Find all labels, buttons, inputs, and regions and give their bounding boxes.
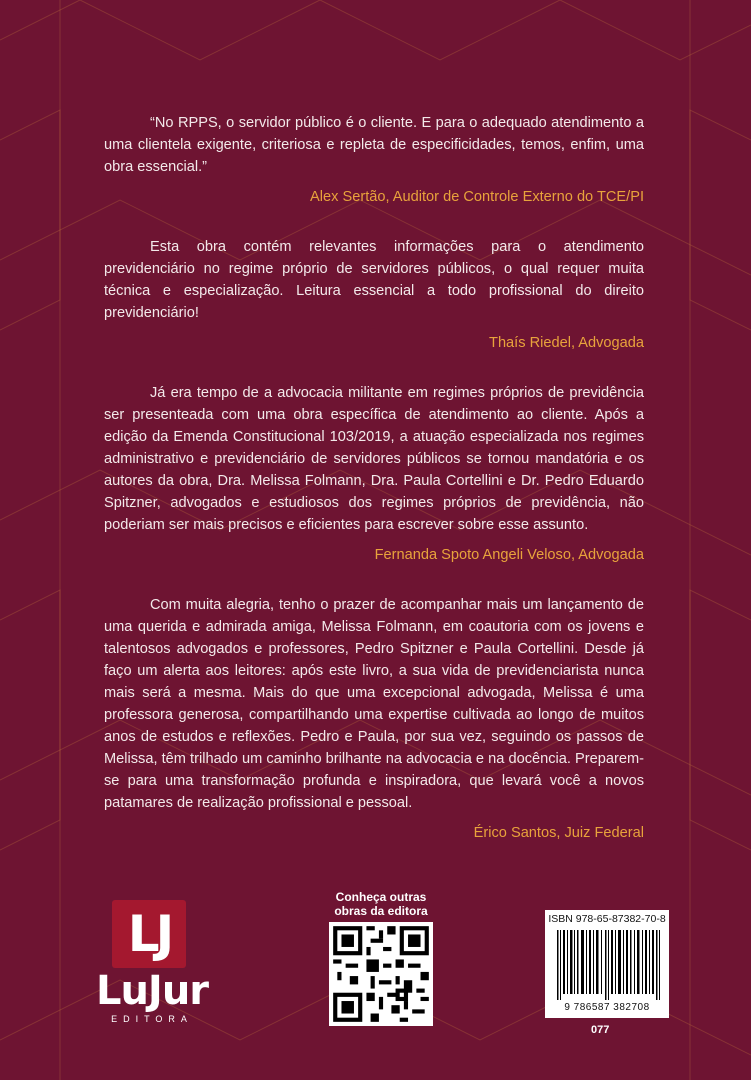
qr-caption-line2: obras da editora	[334, 904, 428, 918]
barcode-number: 9 786587 382708	[564, 1002, 650, 1013]
product-code: 077	[591, 1024, 610, 1036]
endorsement-2	[104, 236, 644, 354]
qr-caption-line1: Conheça outras	[335, 890, 427, 904]
isbn-barcode	[545, 910, 669, 1018]
qr-code[interactable]	[329, 922, 433, 1026]
publisher-subtitle: EDITORA	[111, 1014, 193, 1024]
endorsements	[104, 112, 644, 872]
quote-text: Com muita alegria, tenho o prazer de acompanhar mais um lançamento de uma querida e admirada amiga, Melissa Folmann, em coautoria com os jovens e talentosos advogados e professores, Pedro Spitzner e Paula Cortellini. Desde já faço um alerta aos leitores: após este livro, a sua vida de previdenciarista nunca mais será a mesma. Mais do que uma excepcional advogada, Melissa é uma professora generosa, compartilhando uma expertise cultivada ao longo de muitos anos de estudos e reflexões. Pedro e Paula, por sua vez, seguindo os passos de Melissa, têm trilhado um caminho brilhante na advocacia e na docência. Preparem-se para uma transformação profunda e inspiradora, que levará você a novos patamares de realização profissional e pessoal.	[104, 597, 644, 811]
qr-caption	[326, 890, 436, 918]
logo-emblem	[112, 900, 186, 968]
quote-text: Já era tempo de a advocacia militante em regimes próprios de previdência ser presenteada com uma obra específica de atendimento ao cliente. Após a edição da Emenda Constitucional 103/2019, a atuação especializada nos regimes administrativo e previdenciário de servidores públicos se tornou mandatória e os autores da obra, Dra. Melissa Folmann, Dra. Paula Cortellini e Dr. Pedro Eduardo Spitzner, advogados e estudiosos dos regimes próprios de previdência, não poderiam ser mais precisos e eficientes para escrever sobre esse assunto.	[104, 385, 644, 533]
qr-code-icon	[329, 922, 433, 1026]
quote-author: Érico Santos, Juiz Federal	[473, 825, 644, 841]
isbn-label: ISBN 978-65-87382-70-8	[548, 913, 666, 925]
publisher-logo	[82, 900, 222, 1030]
quote-author: Fernanda Spoto Angeli Veloso, Advogada	[374, 547, 644, 563]
endorsement-1	[104, 112, 644, 208]
quote-text: “No RPPS, o servidor público é o cliente. E para o adequado atendimento a uma clientela exigente, criteriosa e repleta de especificidades, temos, enfim, uma obra essencial.”	[104, 115, 644, 175]
cover-footer	[0, 880, 751, 1080]
quote-author: Alex Sertão, Auditor de Controle Externo do TCE/PI	[310, 189, 644, 205]
endorsement-3	[104, 382, 644, 566]
logo-letters: LJ	[127, 905, 171, 963]
endorsement-4	[104, 594, 644, 844]
barcode-icon	[555, 930, 661, 1000]
quote-text: Esta obra contém relevantes informações para o atendimento previdenciário no regime próprio de servidores públicos, o qual requer muita técnica e especialização. Leitura essencial a todo profissional do direito previdenciário!	[104, 239, 644, 321]
quote-author: Thaís Riedel, Advogada	[489, 335, 644, 351]
publisher-name: LuJur	[95, 968, 209, 1014]
